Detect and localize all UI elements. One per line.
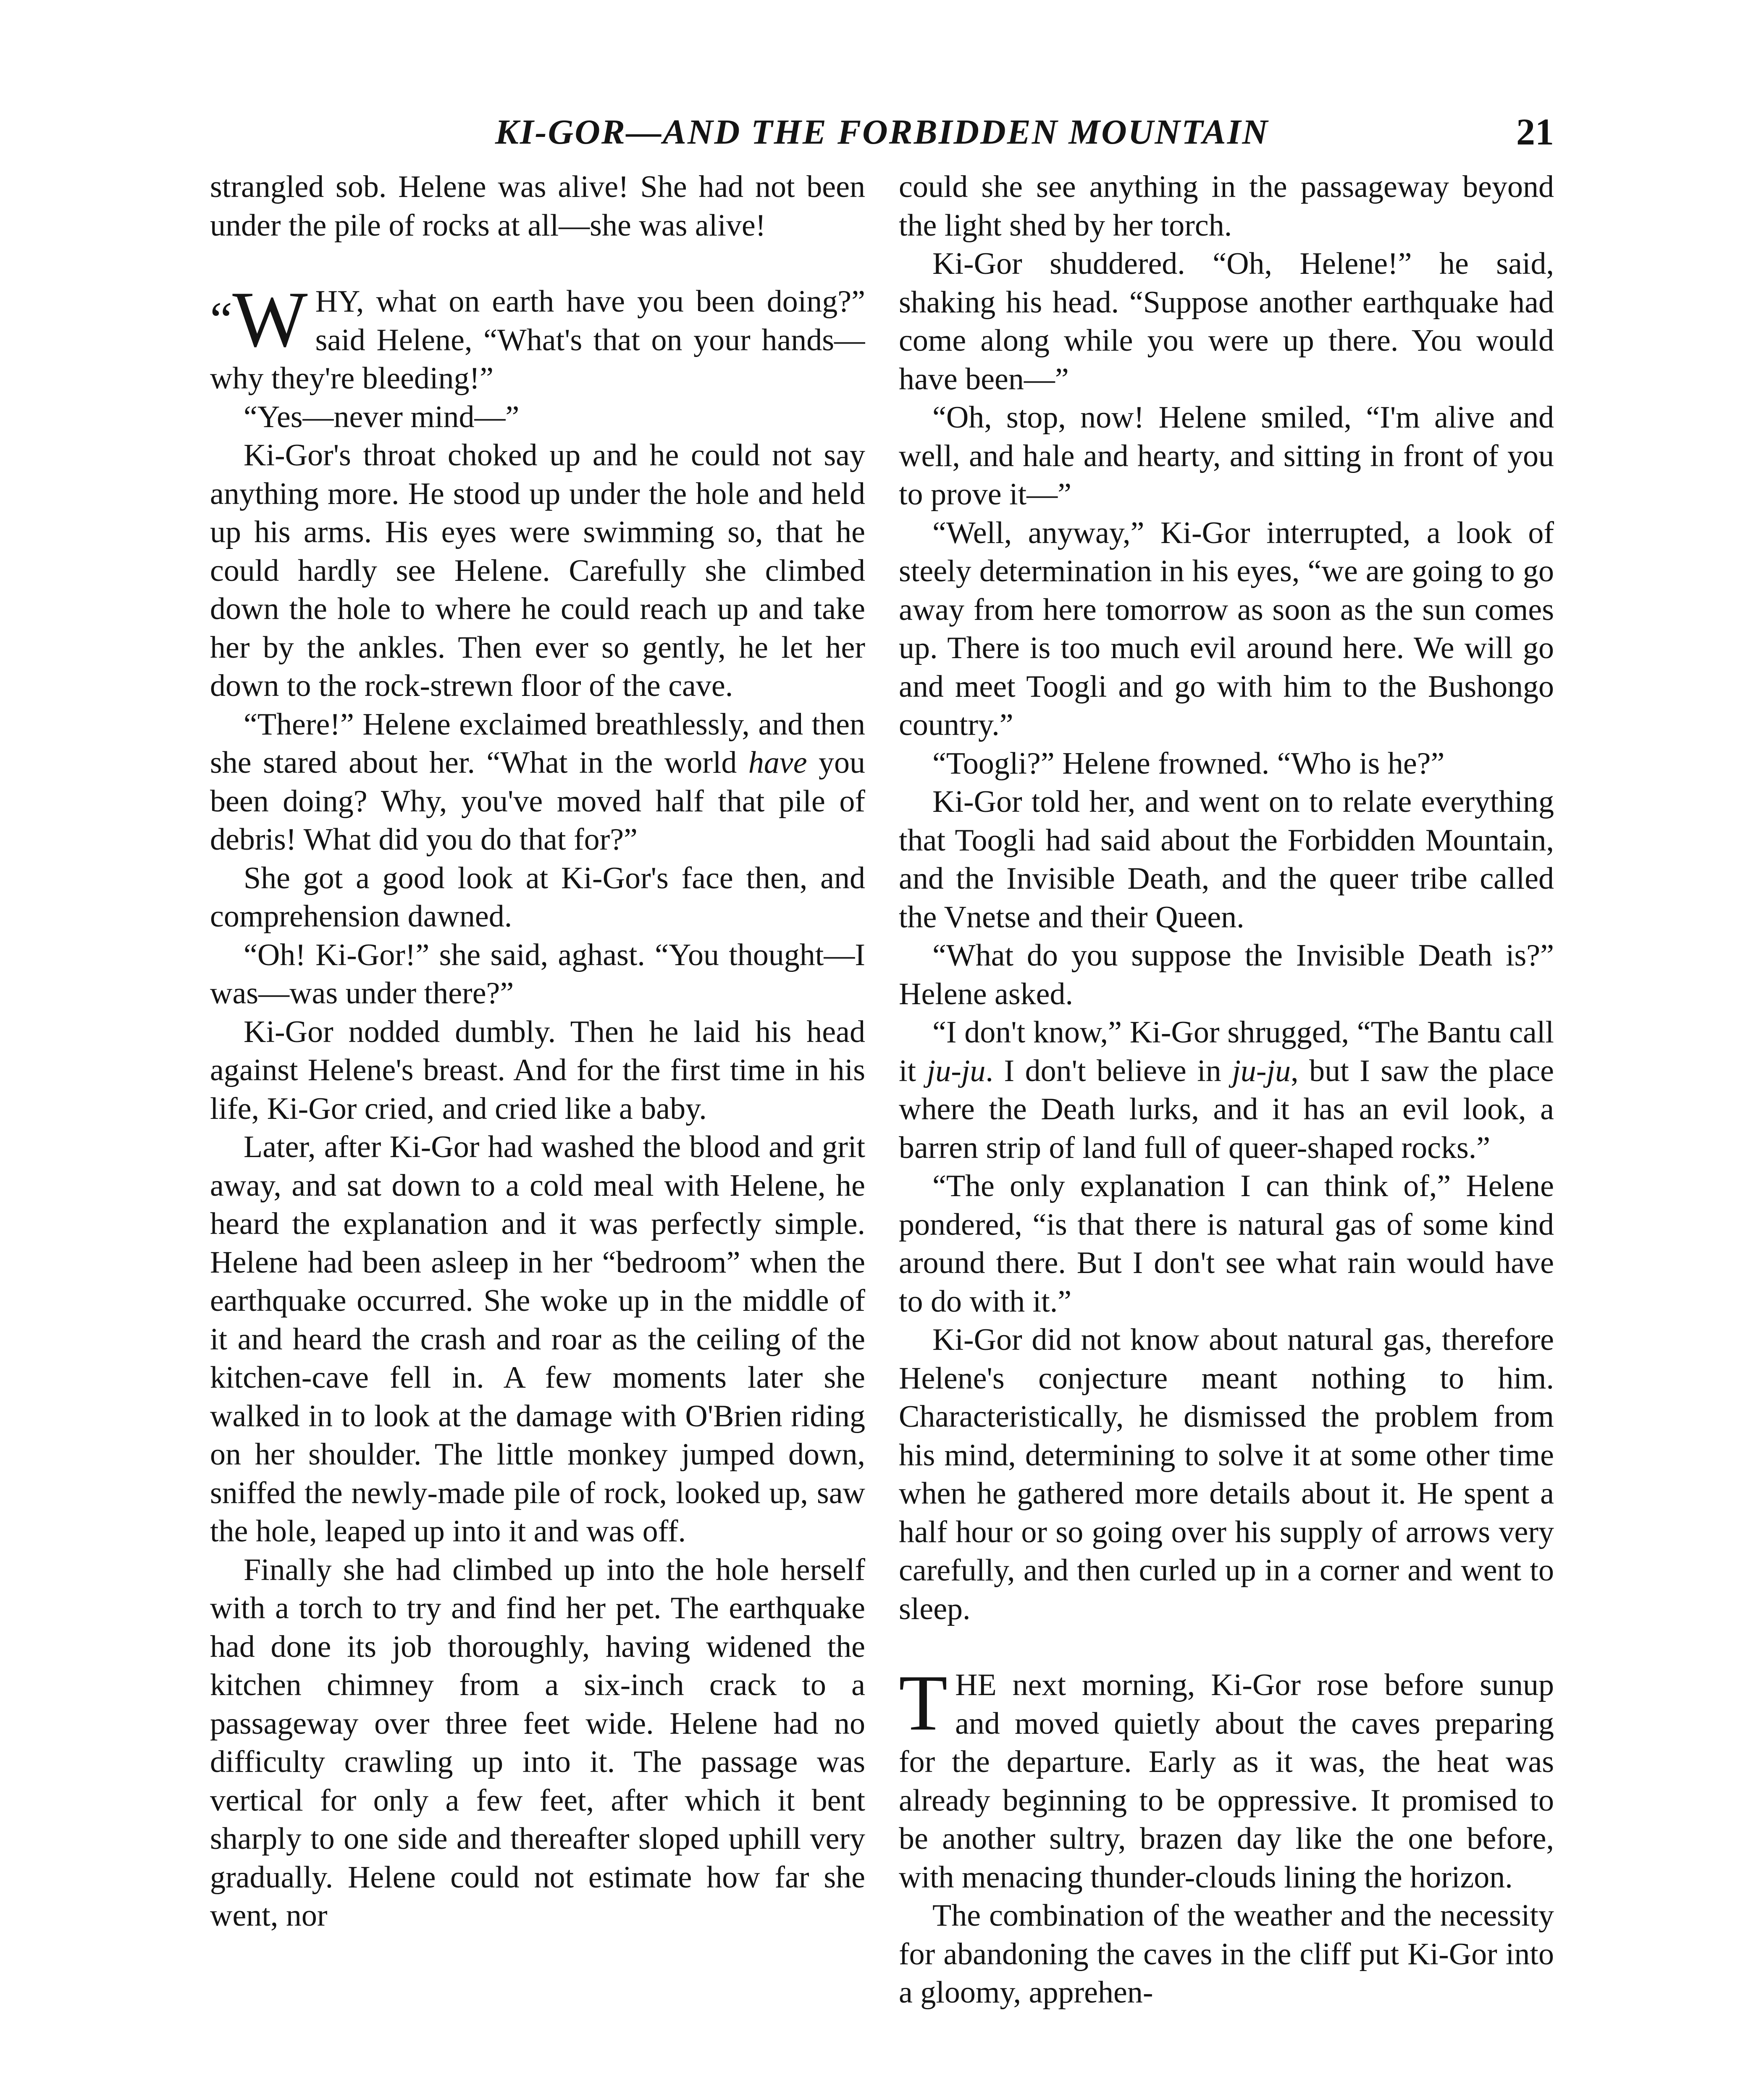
paragraph: The combination of the weather and the necessity for abandoning the caves in the cliff put Ki-Gor into a gloomy, apprehen- (899, 1898, 1554, 2010)
paragraph: Ki-Gor nodded dumbly. Then he laid his head against Helene's breast. And for the first time in his life, Ki-Gor cried, and cried like a baby. (210, 1014, 865, 1126)
emphasis-text: have (748, 746, 807, 780)
paragraph: Ki-Gor told her, and went on to relate everything that Toogli had said about the Forbidden Mountain, and the Invisible Death, and the queer tribe called the Vnetse and their Queen. (899, 785, 1554, 934)
paragraph: “Well, anyway,” Ki-Gor interrupted, a look of steely determination in his eyes, “we are going to go away from here tomorrow as soon as the sun comes up. There is too much evil around here. We will go and meet Toogli and go with him to the Bushongo country.” (899, 515, 1554, 742)
paragraph: Ki-Gor's throat choked up and he could not say anything more. He stood up under the hole and held up his arms. His eyes were swimming so, that he could hardly see Helene. Carefully she climbed down the hole to where he could reach up and take her by the ankles. Then ever so gently, he let her down to the rock-strewn floor of the cave. (210, 438, 865, 703)
page-header (210, 111, 1562, 162)
paragraph: could she see anything in the passageway beyond the light shed by her torch. (899, 170, 1554, 243)
paragraph: Later, after Ki-Gor had washed the blood and grit away, and sat down to a cold meal with Helene, he heard the explanation and it was perfectly simple. Helene had been asleep in her “bedroom” when the earthquake occurred. She woke up in the middle of it and heard the crash and roar as the ceiling of the kitchen-cave fell in. A few moments later she walked in to look at the damage with O'Brien riding on her shoulder. The little monkey jumped down, sniffed the newly-made pile of rock, looked up, saw the hole, leaped up into it and was off. (210, 1130, 865, 1549)
paragraph-text: you been doing? Why, you've moved half that pile of debris! What did you do that for?” (210, 746, 865, 857)
running-head-title: KI-GOR—AND THE FORBIDDEN MOUNTAIN (495, 113, 1269, 152)
paragraph: “The only explanation I can think of,” Helene pondered, “is that there is natural gas of some kind around there. But I don't see what rain would have to do with it.” (899, 1169, 1554, 1319)
paragraph (210, 706, 865, 859)
paragraph-text: , but I saw the place where the Death lurks, and it has an evil look, a barren strip of land full of queer-shaped rocks.” (899, 1053, 1554, 1165)
paragraph: “Toogli?” Helene frowned. “Who is he?” (932, 746, 1445, 781)
paragraph: “Oh! Ki-Gor!” she said, aghast. “You thought—I was—was under there?” (210, 937, 865, 1011)
drop-cap (899, 1659, 948, 1747)
paragraph: strangled sob. Helene was alive! She had not been under the pile of rocks at all—she was alive! (210, 170, 865, 243)
drop-cap-quote: “ (210, 291, 233, 347)
drop-cap-letter: W (232, 276, 308, 364)
paragraph-text: “I don't know,” Ki-Gor shrugged, “The Bantu call it (899, 1015, 1554, 1088)
paragraph: “Oh, stop, now! Helene smiled, “I'm alive and well, and hale and hearty, and sitting in front of you to prove it—” (899, 400, 1554, 512)
page-number: 21 (1516, 111, 1554, 153)
paragraph: Finally she had climbed up into the hole herself with a torch to try and find her pet. The earthquake had done its job thoroughly, having widened the kitchen chimney from a six-inch crack to a passageway over three feet wide. Helene had no difficulty crawling up into it. The passage was vertical for only a few feet, after which it bent sharply to one side and thereafter sloped uphill very gradually. Helene could not estimate how far she went, nor (210, 1552, 865, 1933)
paragraph: Ki-Gor did not know about natural gas, therefore Helene's conjecture meant nothing to him. Characteristically, he dismissed the problem from his mind, determining to solve it at some other time when he gathered more details about it. He spent a half hour or so going over his supply of arrows very carefully, and then curled up in a corner and went to sleep. (899, 1323, 1554, 1626)
paragraph-text: HE next morning, Ki-Gor rose before sunup and moved quietly about the caves preparing for the departure. Early as it was, the heat was already beginning to be oppressive. It promised to be another sultry, brazen day like the one before, with menacing thunder-clouds lining the horizon. (899, 1668, 1554, 1895)
right-column (899, 168, 1554, 2100)
paragraph-text: “There!” Helene exclaimed breathlessly, and then she stared about her. “What in the world (210, 707, 865, 780)
drop-cap (210, 276, 308, 364)
section-start-paragraph (210, 276, 865, 398)
paragraph-text: HY, what on earth have you been doing?” said Helene, “What's that on your hands—why they're bleeding!” (210, 284, 865, 396)
paragraph: She got a good look at Ki-Gor's face then, and comprehension dawned. (210, 861, 865, 934)
emphasis-text: ju-ju (1232, 1053, 1291, 1088)
paragraph (899, 1013, 1554, 1167)
paragraph: Ki-Gor shuddered. “Oh, Helene!” he said, shaking his head. “Suppose another earthquake had come along while you were up there. You would have been—” (899, 247, 1554, 396)
drop-cap-letter: T (899, 1659, 948, 1747)
paragraph: “What do you suppose the Invisible Death is?” Helene asked. (899, 938, 1554, 1011)
paragraph: “Yes—never mind—” (244, 399, 520, 434)
paragraph-text: . I don't believe in (985, 1053, 1232, 1088)
section-start-paragraph (899, 1659, 1554, 1897)
left-column (210, 168, 865, 2100)
emphasis-text: ju-ju (927, 1053, 986, 1088)
